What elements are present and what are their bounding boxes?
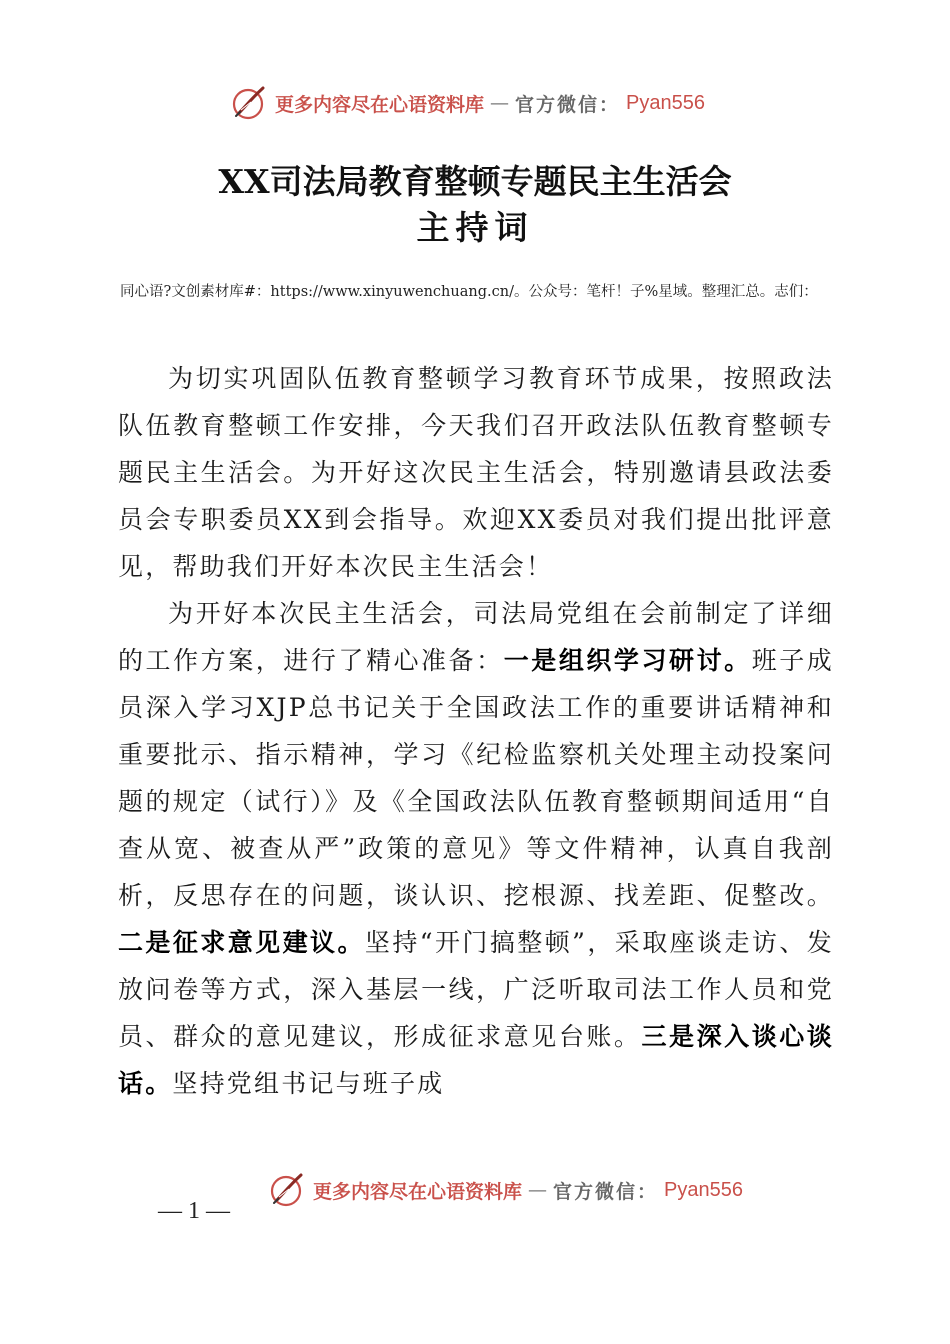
pen-logo-icon (229, 83, 269, 123)
watermark-wechat-id: Pyan556 (664, 1178, 743, 1201)
paragraph-2-intro: 为开好本次民主生活会，司法局党组在会前制定了详细的工作方案，进行了精心准备： (118, 599, 834, 675)
source-note: 同心语?文创素材库#：https://www.xinyuwenchuang.cn/。公众号：笔杆！子%星域。整理汇总。志们： (120, 284, 818, 300)
watermark-separator: — (528, 1179, 548, 1201)
page-number: — 1 — (158, 1198, 230, 1224)
point-3-heading: 三是深入谈心谈话。 (118, 1022, 834, 1098)
point-2-text: 坚持“开门搞整顿”，采取座谈走访、发放问卷等方式，深入基层一线，广泛听取司法工作人员和党员、群众的意见建议，形成征求意见台账。 (118, 928, 834, 1051)
paragraph-2 (118, 590, 834, 1107)
watermark-main-text: 更多内容尽在心语资料库 (275, 93, 485, 116)
point-3-text: 坚持党组书记与班子成 (172, 1069, 445, 1098)
watermark-label: 官方微信： (553, 1180, 659, 1203)
watermark-header (0, 83, 942, 123)
watermark-wechat-id: Pyan556 (626, 91, 705, 114)
watermark-separator: — (490, 92, 510, 114)
point-1-heading: 一是组织学习研讨。 (503, 646, 752, 675)
paragraph-1: 为切实巩固队伍教育整顿学习教育环节成果，按照政法队伍教育整顿工作安排，今天我们召开政法队伍教育整顿专题民主生活会。为开好这次民主生活会，特别邀请县政法委员会专职委员XX到会指导。欢迎XX委员对我们提出批评意见，帮助我们开好本次民主生活会！ (118, 364, 834, 581)
pen-logo-icon (267, 1170, 307, 1210)
document-body (118, 355, 834, 1107)
watermark-main-text: 更多内容尽在心语资料库 (313, 1180, 523, 1203)
point-1-text: 班子成员深入学习XJP总书记关于全国政法工作的重要讲话精神和重要批示、指示精神，学习《纪检监察机关处理主动投案问题的规定（试行）》及《全国政法队伍教育整顿期间适用“自查从宽、被查从严”政策的意见》等文件精神，认真自我剖析，反思存在的问题，谈认识、挖根源、找差距、促整改。 (118, 646, 834, 910)
watermark-label: 官方微信： (515, 93, 621, 116)
document-subtitle: 主持词 (416, 208, 534, 247)
document-title: XX司法局教育整顿专题民主生活会 (218, 162, 732, 201)
point-2-heading: 二是征求意见建议。 (118, 928, 365, 957)
